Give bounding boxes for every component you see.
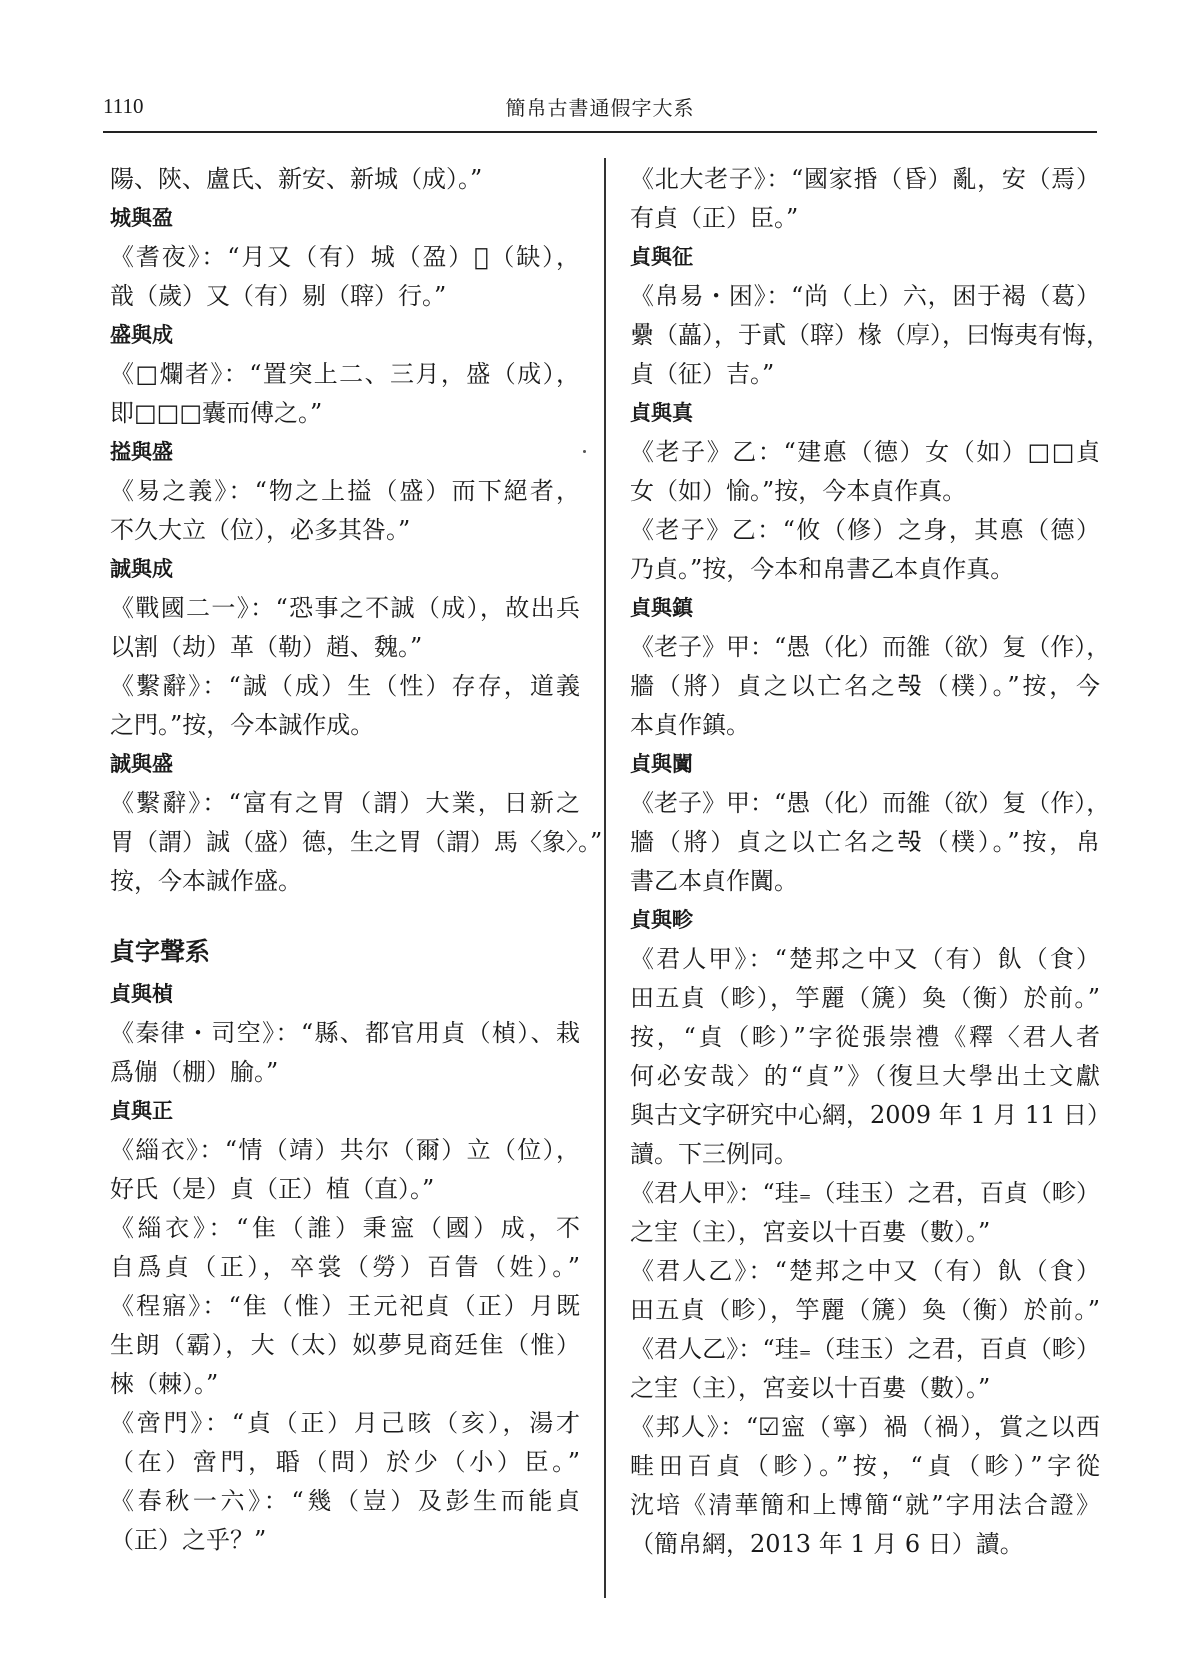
text-line: 按，今本誠作盛。 bbox=[110, 867, 302, 895]
text-line: 《易之義》：“物之上搤（盛）而下絕者， bbox=[110, 477, 580, 505]
header-rule bbox=[103, 131, 1097, 133]
text-line: 之宔（主），宮妾以十百婁（數）。” bbox=[630, 1218, 991, 1246]
text-line: 《啻門》：“貞（正）月己晐（亥），湯才 bbox=[110, 1409, 580, 1437]
entry-heading: 貞與鎮 bbox=[630, 596, 693, 620]
text-line: 牆（將）貞之以亡名之𣪊（樸）。”按，帛 bbox=[630, 828, 1100, 856]
entry-heading: 誠與盛 bbox=[110, 752, 173, 776]
text-line: 好氏（是）貞（正）植（直）。” bbox=[110, 1175, 435, 1203]
scan-speck bbox=[583, 450, 586, 453]
text-line: 纍（藟），于貳（䏁）椽（𢈲），曰悔夷有悔， bbox=[630, 321, 1110, 349]
text-line: 之門。”按，今本誠作成。 bbox=[110, 711, 375, 739]
text-line: 《緇衣》：“情（靖）共尔（爾）立（位）， bbox=[110, 1136, 580, 1164]
text-line: 田五貞（畛），竽麗（篪）奐（衡）於前。” bbox=[630, 984, 1100, 1012]
text-line: 田五貞（畛），竽麗（篪）奐（衡）於前。” bbox=[630, 1296, 1100, 1324]
text-line: 以割（劫）革（勒）趙、魏。” bbox=[110, 633, 423, 661]
text-line: 有貞（正）臣。” bbox=[630, 204, 799, 232]
text-line: （正）之乎？” bbox=[110, 1526, 267, 1554]
entry-heading: 貞與闐 bbox=[630, 752, 693, 776]
text-line: 陽、陝、盧氏、新安、新城（成）。” bbox=[110, 165, 483, 193]
entry-heading: 搤與盛 bbox=[110, 440, 173, 464]
right-column bbox=[630, 160, 1112, 1564]
text-line: （簡帛網，2013 年 1 月 6 日）讀。 bbox=[630, 1530, 1024, 1558]
text-line: 讀。下三例同。 bbox=[630, 1140, 798, 1168]
text-line: 自爲貞（正），卒裳（勞）百眚（姓）。” bbox=[110, 1253, 580, 1281]
entry-heading: 誠與成 bbox=[110, 557, 173, 581]
text-line: 《程寤》：“隹（惟）王元祀貞（正）月既 bbox=[110, 1292, 580, 1320]
text-line: 《君人乙》：“楚邦之中又（有）飤（食） bbox=[630, 1257, 1100, 1285]
text-line: 生朗（霸），大（太）姒夢見商廷隹（惟） bbox=[110, 1331, 580, 1359]
text-line: 《帛易・困》：“尚（上）六，困于褐（葛） bbox=[630, 282, 1100, 310]
text-line: 《□爛者》：“置突上二、三月，盛（成）， bbox=[110, 360, 580, 388]
text-line: 《春秋一六》：“幾（豈）及彭生而能貞 bbox=[110, 1487, 580, 1515]
page-header bbox=[103, 92, 1097, 128]
text-line: 貞（征）吉。” bbox=[630, 360, 775, 388]
entry-heading: 貞與征 bbox=[630, 245, 693, 269]
text-line: 即□□□囊而傅之。” bbox=[110, 399, 323, 427]
text-line: 棶（棘）。” bbox=[110, 1370, 219, 1398]
text-line: 女（如）愉。”按，今本貞作真。 bbox=[630, 477, 967, 505]
entry-heading: 貞與真 bbox=[630, 401, 693, 425]
text-line: 不久大立（位），必多其咎。” bbox=[110, 516, 411, 544]
column-divider bbox=[604, 158, 606, 1598]
text-line: 《秦律・司空》：“縣、都官用貞（楨）、栽 bbox=[110, 1019, 580, 1047]
entry-heading: 盛與成 bbox=[110, 323, 173, 347]
text-line: 本貞作鎮。 bbox=[630, 711, 750, 739]
text-line: 之宔（主），宮妾以十百婁（數）。” bbox=[630, 1374, 991, 1402]
text-line: 《老子》甲：“愚（化）而雒（欲）复（作）， bbox=[630, 789, 1111, 817]
entry-heading: 城與盈 bbox=[110, 206, 173, 230]
text-line: 沈培《清華簡和上博簡“就”字用法合證》 bbox=[630, 1491, 1100, 1519]
text-line: 乃貞。”按，今本和帛書乙本貞作真。 bbox=[630, 555, 1015, 583]
entry-heading: 貞與畛 bbox=[630, 908, 693, 932]
text-line: 《戰國二一》：“恐事之不誠（成），故出兵 bbox=[110, 594, 580, 622]
text-line: 《老子》乙：“攸（修）之身，其悳（德） bbox=[630, 516, 1100, 544]
text-line: 爲傰（棚）腧。” bbox=[110, 1058, 279, 1086]
text-line: 《老子》乙：“建悳（德）女（如）□□貞 bbox=[630, 438, 1100, 466]
entry-heading: 貞與正 bbox=[110, 1099, 173, 1123]
running-title: 簡帛古書通假字大系 bbox=[505, 96, 695, 120]
section-title: 貞字聲系 bbox=[110, 937, 211, 966]
entry-heading: 貞與楨 bbox=[110, 982, 173, 1006]
text-line: 《緇衣》：“隹（誰）秉寍（國）成，不 bbox=[110, 1214, 580, 1242]
text-line: 《君人甲》：“珪₌（珪玉）之君，百貞（畛） bbox=[630, 1179, 1100, 1207]
text-line: 《老子》甲：“愚（化）而雒（欲）复（作）， bbox=[630, 633, 1111, 661]
text-line: 何必安哉〉的“貞”》（復旦大學出土文獻 bbox=[630, 1062, 1100, 1090]
text-line: 《君人甲》：“楚邦之中又（有）飤（食） bbox=[630, 945, 1100, 973]
text-line: 《耆夜》：“月又（有）城（盈）𣪞（缺）， bbox=[110, 243, 580, 271]
text-line: 《繫辭》：“富有之胃（謂）大業，日新之 bbox=[110, 789, 580, 817]
text-line: 畦田百貞（畛）。”按，“貞（畛）”字從 bbox=[630, 1452, 1100, 1480]
text-line: （在）啻門，䎽（問）於少（小）臣。” bbox=[110, 1448, 580, 1476]
page-number: 1110 bbox=[103, 94, 144, 118]
text-line: 與古文字研究中心網，2009 年 1 月 11 日） bbox=[630, 1101, 1112, 1129]
text-line: 牆（將）貞之以亡名之𣪊（樸）。”按，今 bbox=[630, 672, 1100, 700]
left-column bbox=[110, 160, 603, 1560]
text-line: 《繫辭》：“誠（成）生（性）存存，道義 bbox=[110, 672, 580, 700]
text-line: 按，“貞（畛）”字從張崇禮《釋〈君人者 bbox=[630, 1023, 1100, 1051]
text-line: 《君人乙》：“珪₌（珪玉）之君，百貞（畛） bbox=[630, 1335, 1100, 1363]
text-line: 胃（謂）誠（盛）德，生之胃（謂）馬〈象〉。” bbox=[110, 828, 603, 856]
text-line: 《北大老子》：“國家捪（昏）亂，安（焉） bbox=[630, 165, 1100, 193]
text-line: 書乙本貞作闐。 bbox=[630, 867, 798, 895]
text-line: 《邦人》：“☑寍（寧）禍（禍），賞之以西 bbox=[630, 1413, 1100, 1441]
text-line: 戠（歲）又（有）剔（䏁）行。” bbox=[110, 282, 447, 310]
